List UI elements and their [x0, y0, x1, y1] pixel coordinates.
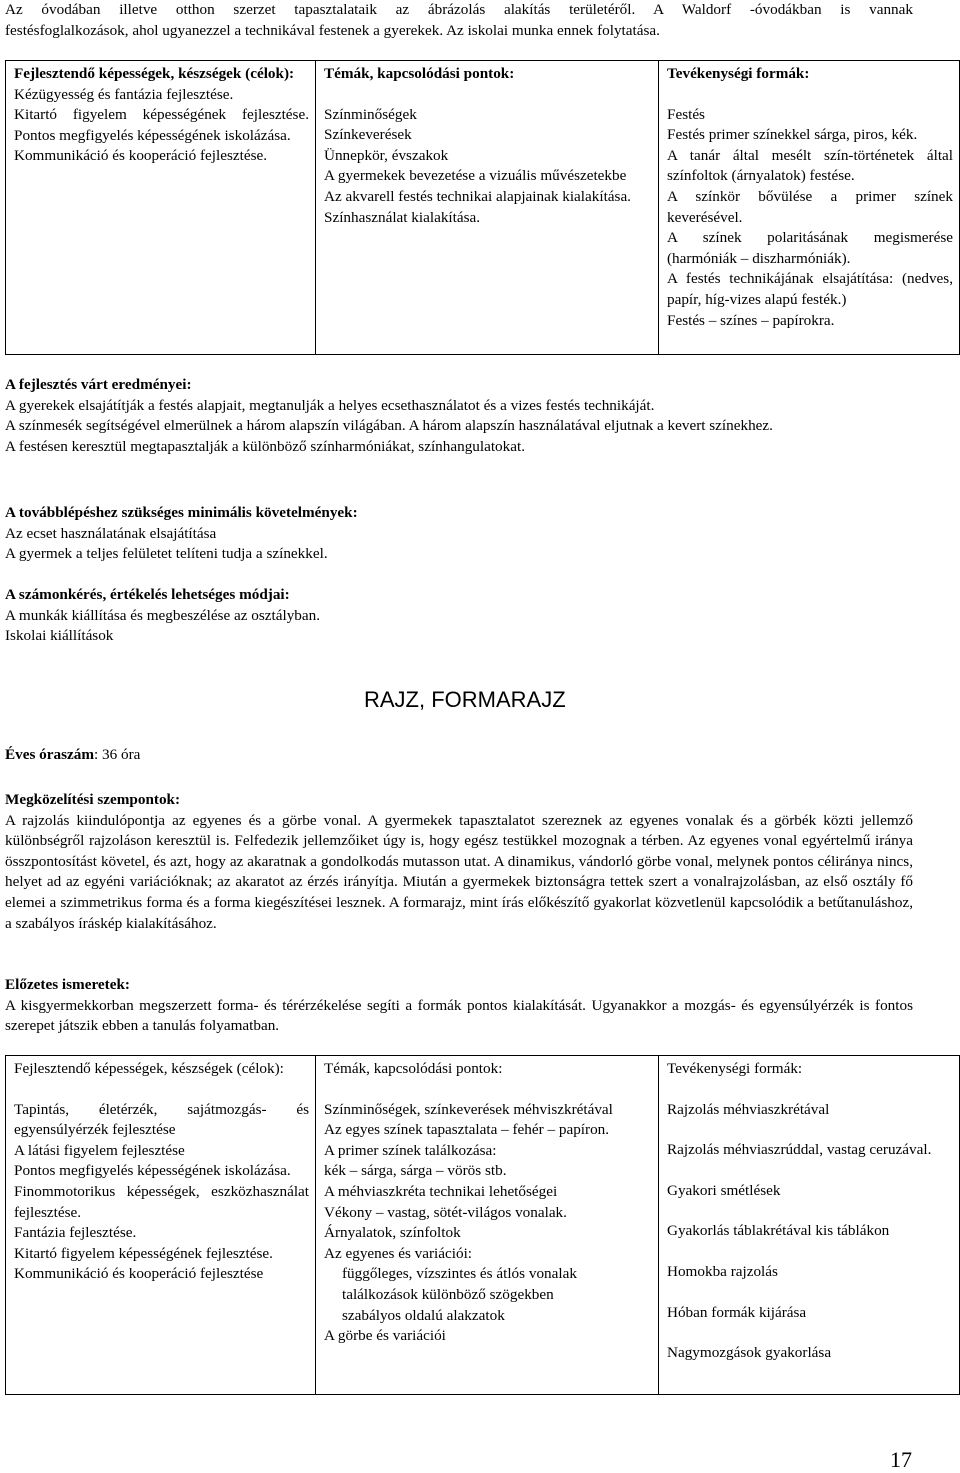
- table1-col-topics: [316, 61, 659, 355]
- table1-col-activities: [659, 61, 960, 355]
- list-item: A primer színek találkozása:: [324, 1141, 497, 1159]
- sub-list-item: találkozások különböző szögekben: [342, 1285, 554, 1303]
- list-item: Rajzolás méhviaszrúddal, vastag ceruzával.: [667, 1141, 932, 1159]
- list-item: Festés primer színekkel sárga, piros, kék.: [667, 126, 918, 144]
- table2-col-activities: [659, 1056, 960, 1395]
- list-item: Az egyes színek tapasztalata – fehér – papíron.: [324, 1121, 610, 1139]
- list-item: Ünnepkör, évszakok: [324, 146, 449, 164]
- skills-table-drawing: [5, 1055, 960, 1395]
- hours-label: Éves óraszám: [5, 746, 94, 763]
- list-item: Kommunikáció és kooperáció fejlesztése: [14, 1265, 264, 1283]
- text-line: Iskolai kiállítások: [5, 627, 114, 645]
- list-item: Rajzolás méhviaszkrétával: [667, 1100, 830, 1118]
- list-item: Pontos megfigyelés képességének iskolázása.: [14, 1162, 291, 1180]
- list-item: Finommotorikus képességek, eszközhasználat fejlesztése.: [14, 1182, 309, 1221]
- list-item: Színminőségek: [324, 105, 417, 123]
- list-item: kék – sárga, sárga – vörös stb.: [324, 1162, 507, 1180]
- table2-col-topics: [316, 1056, 659, 1395]
- hours-value: : 36 óra: [94, 746, 141, 763]
- text-line: A festésen keresztül megtapasztalják a különböző színharmóniákat, színhangulatokat.: [5, 437, 526, 455]
- list-item: Gyakorlás táblakrétával kis táblákon: [667, 1222, 890, 1240]
- section-heading: A továbblépéshez szükséges minimális követelmények:: [5, 504, 358, 521]
- list-item: Fantázia fejlesztése.: [14, 1224, 137, 1242]
- list-item: Színhasználat kialakítása.: [324, 208, 481, 226]
- approach-text: A rajzolás kiindulópontja az egyenes és a görbe vonal. A gyermekek tapasztalatot szereznek az egyenes vonalak és a görbék közti jellemző különbségről rajzoláson keresztül is. Felfedezik jellemzőiket úgy is, hogy egész testükkel mozognak a térben. Az egyenes vonal egyértelmű iránya összpontosítást követel, és azt, hogy az akaratnak a gondolkodás mutasson utat. A dinamikus, vándorló görbe vonal, melynek pontos céliránya nincs, helyet ad az egyéni variációknak; az akaratot az érzés irányítja. Miután a gyermekek biztonságra tettek szert a vonalrajzolásban, az első osztály fő elemei a szimmetrikus forma és a forma kiegészítései lesznek. A formarajz, mint írás előkészítő gyakorlat közvetlenül kapcsolódik a betűtanuláshoz, a szabályos íráskép kialakításához.: [5, 811, 913, 932]
- list-item: Az akvarell festés technikai alapjainak kialakítása.: [324, 187, 631, 205]
- section-heading: Előzetes ismeretek:: [5, 976, 130, 993]
- section-heading: A fejlesztés várt eredményei:: [5, 376, 192, 393]
- sub-list-item: szabályos oldalú alakzatok: [342, 1306, 505, 1324]
- column-header: Fejlesztendő képességek, készségek (célok):: [14, 1060, 284, 1077]
- list-item: Színminőségek, színkeverések méhviszkrétával: [324, 1100, 613, 1118]
- table1-col-skills: [6, 61, 316, 355]
- table2-col-skills: [6, 1056, 316, 1395]
- minimum-requirements: [5, 503, 905, 565]
- column-header: Fejlesztendő képességek, készségek (célok):: [14, 65, 295, 82]
- list-item: Kézügyesség és fantázia fejlesztése.: [14, 85, 234, 103]
- intro-line: Az óvodában illetve otthon szerzet tapasztalataik az ábrázolás alakítás területéről. A Waldorf -óvodákban is vannak: [5, 1, 913, 18]
- list-item: Színkeverések: [324, 126, 412, 144]
- section-title: RAJZ, FORMARAJZ: [364, 687, 566, 712]
- list-item: Homokba rajzolás: [667, 1262, 778, 1280]
- section-heading: Megközelítési szempontok:: [5, 791, 181, 808]
- list-item: Gyakori smétlések: [667, 1181, 781, 1199]
- column-header: Témák, kapcsolódási pontok:: [324, 65, 515, 82]
- list-item: Kommunikáció és kooperáció fejlesztése.: [14, 147, 268, 165]
- prior-text: A kisgyermekkorban megszerzett forma- és térérzékelése segíti a formák pontos kialakítását. Ugyanakkor a mozgás- és egyensúlyérzék is fontos szerepet játszik ebben a tanulás folyamatban.: [5, 996, 913, 1035]
- text-line: A gyermek a teljes felületet telíteni tudja a színekkel.: [5, 545, 328, 563]
- list-item: Árnyalatok, színfoltok: [324, 1224, 461, 1242]
- assessment-methods: [5, 585, 905, 647]
- list-item: A festés technikájának elsajátítása: (nedves, papír, híg-vizes alapú festék.): [667, 270, 953, 308]
- column-header: Tevékenységi formák:: [667, 65, 810, 82]
- text-line: A színmesék segítségével elmerülnek a három alapszín világában. A három alapszín használatával eljutnak a kevert színekhez.: [5, 417, 773, 435]
- list-item: Vékony – vastag, sötét-világos vonalak.: [324, 1203, 567, 1221]
- list-item: Festés: [667, 105, 705, 123]
- intro-paragraph: [5, 0, 913, 41]
- column-header: Tevékenységi formák:: [667, 1060, 803, 1077]
- approach-section: [5, 790, 913, 934]
- annual-hours: [5, 745, 140, 766]
- list-item: Hóban formák kijárása: [667, 1303, 807, 1321]
- list-item: Festés – színes – papírokra.: [667, 311, 835, 329]
- list-item: A színek polaritásának megismerése (harmóniák – diszharmóniák).: [667, 229, 953, 267]
- intro-line: festésfoglalkozások, ahol ugyanezzel a technikával festenek a gyerekek. Az iskolai munka ennek folytatása.: [5, 21, 660, 39]
- list-item: A görbe és variációi: [324, 1327, 446, 1345]
- text-line: A gyerekek elsajátítják a festés alapjait, megtanulják a helyes ecsethasználatot és a vizes festés technikáját.: [5, 396, 655, 414]
- sub-list-item: függőleges, vízszintes és átlós vonalak: [342, 1265, 577, 1283]
- list-item: Kitartó figyelem képességének fejlesztése. Pontos megfigyelés képességének iskolázása.: [14, 106, 309, 144]
- section-heading: A számonkérés, értékelés lehetséges módjai:: [5, 586, 290, 603]
- page-number: 17: [890, 1447, 912, 1472]
- list-item: A gyermekek bevezetése a vizuális művészetekbe: [324, 167, 627, 185]
- list-item: A látási figyelem fejlesztése: [14, 1141, 185, 1159]
- list-item: Tapintás, életérzék, sajátmozgás- és egyensúlyérzék fejlesztése: [14, 1100, 309, 1139]
- skills-table-painting: [5, 60, 960, 355]
- list-item: Kitartó figyelem képességének fejlesztése.: [14, 1244, 273, 1262]
- text-line: Az ecset használatának elsajátítása: [5, 524, 217, 542]
- text-line: A munkák kiállítása és megbeszélése az osztályban.: [5, 606, 321, 624]
- column-header: Témák, kapcsolódási pontok:: [324, 1060, 503, 1077]
- list-item: Az egyenes és variációi:: [324, 1244, 473, 1262]
- prior-knowledge: [5, 975, 913, 1037]
- expected-results: [5, 375, 865, 457]
- list-item: A színkör bővülése a primer színek keverésével.: [667, 187, 953, 226]
- list-item: Nagymozgások gyakorlása: [667, 1344, 832, 1362]
- list-item: A méhviaszkréta technikai lehetőségei: [324, 1182, 558, 1200]
- list-item: A tanár által mesélt szín-történetek által színfoltok (árnyalatok) festése.: [667, 146, 953, 185]
